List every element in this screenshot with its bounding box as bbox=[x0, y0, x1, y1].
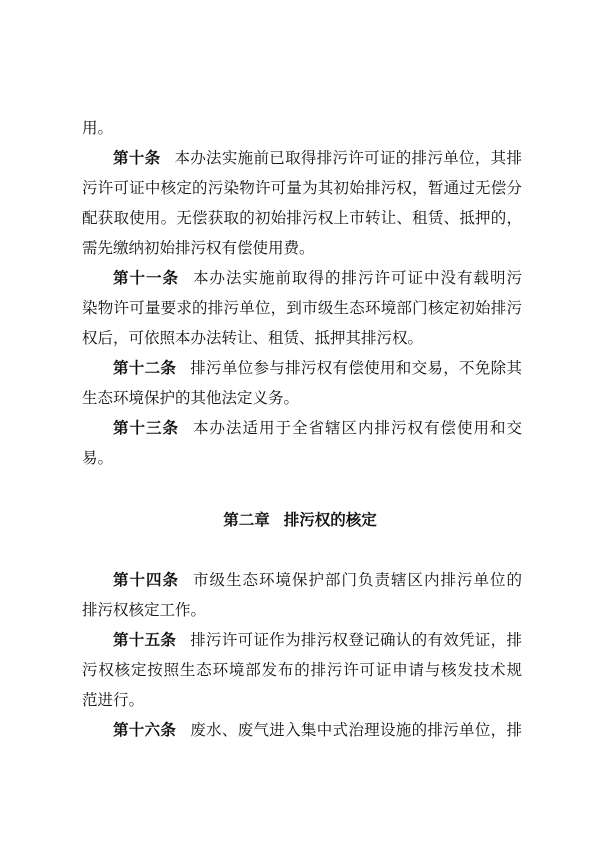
article-11-line-3: 权后，可依照本办法转让、租赁、抵押其排污权。 bbox=[82, 329, 424, 347]
article-12-line-1: 第十二条 排污单位参与排污权有偿使用和交易，不免除其 bbox=[113, 359, 522, 377]
continuation-text: 用。 bbox=[82, 119, 114, 137]
article-13-line-2: 易。 bbox=[82, 449, 114, 467]
chapter-title: 排污权的核定 bbox=[283, 511, 377, 529]
article-10-line-1: 第十条 本办法实施前已取得排污许可证的排污单位，其排 bbox=[113, 149, 522, 167]
article-11-line-2: 染物许可量要求的排污单位，到市级生态环境部门核定初始排污 bbox=[82, 299, 522, 317]
article-10-line-2: 污许可证中核定的污染物许可量为其初始排污权，暂通过无偿分 bbox=[82, 179, 522, 197]
article-11-line-1: 第十一条 本办法实施前取得的排污许可证中没有载明污 bbox=[113, 269, 522, 287]
article-11-label: 第十一条 bbox=[113, 269, 179, 287]
article-13-label: 第十三条 bbox=[113, 419, 179, 437]
continuation-line bbox=[82, 118, 522, 138]
article-10-line-3: 配获取使用。无偿获取的初始排污权上市转让、租赁、抵押的， bbox=[82, 209, 522, 227]
article-13-line-1: 第十三条 本办法适用于全省辖区内排污权有偿使用和交 bbox=[113, 419, 522, 437]
article-12-line-2: 生态环境保护的其他法定义务。 bbox=[82, 389, 300, 407]
chapter-number: 第二章 bbox=[223, 511, 270, 529]
article-15-line-2: 污权核定按照生态环境部发布的排污许可证申请与核发技术规 bbox=[82, 661, 522, 679]
chapter-heading bbox=[0, 510, 600, 530]
article-15-label: 第十五条 bbox=[113, 631, 177, 649]
article-14-line-2: 排污权核定工作。 bbox=[82, 601, 207, 619]
article-15-line-3: 范进行。 bbox=[82, 691, 145, 709]
article-16-label: 第十六条 bbox=[113, 721, 177, 739]
article-14-line-1: 第十四条 市级生态环境保护部门负责辖区内排污单位的 bbox=[113, 571, 522, 589]
article-16-line-1: 第十六条 废水、废气进入集中式治理设施的排污单位，排 bbox=[113, 721, 522, 739]
article-14-label: 第十四条 bbox=[113, 571, 179, 589]
article-10-line-4: 需先缴纳初始排污权有偿使用费。 bbox=[82, 239, 315, 257]
article-10-label: 第十条 bbox=[113, 149, 161, 167]
article-15-line-1: 第十五条 排污许可证作为排污权登记确认的有效凭证，排 bbox=[113, 631, 522, 649]
article-12-label: 第十二条 bbox=[113, 359, 177, 377]
